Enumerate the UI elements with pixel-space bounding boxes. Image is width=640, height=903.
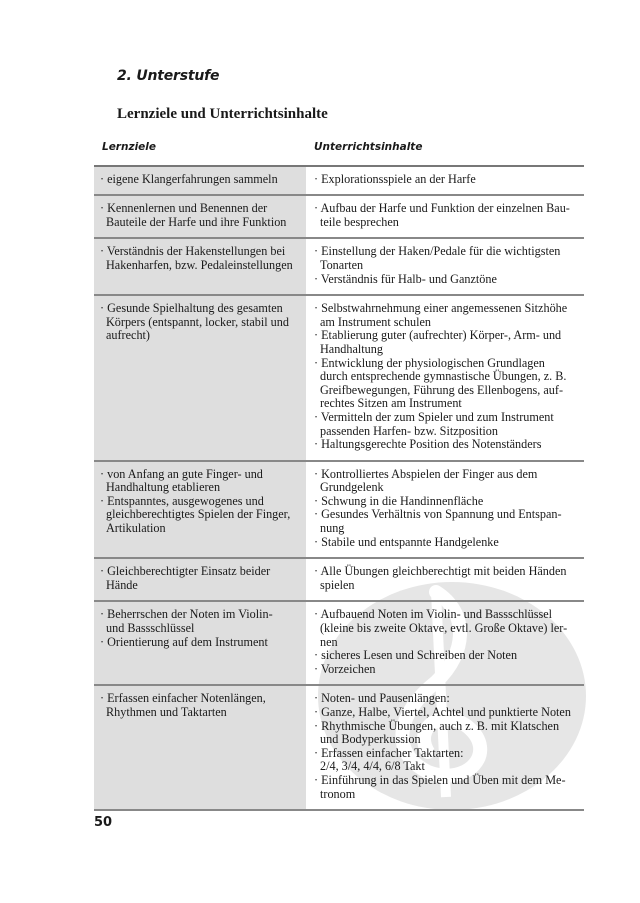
list-item-line [314, 747, 578, 761]
bullet: · [314, 507, 322, 522]
list-item-text: Entwicklung der physiologischen Grundlagen [321, 355, 545, 370]
list-item-text: von Anfang an gute Finger- und [107, 466, 263, 481]
list-item-text: teile besprechen [320, 214, 399, 229]
list-item-line [314, 425, 578, 439]
list-item-line [100, 706, 300, 720]
unterrichtsinhalte-cell [306, 295, 584, 461]
table-row [94, 558, 584, 601]
list-item-text: 2/4, 3/4, 4/4, 6/8 Takt [320, 759, 425, 774]
list-item-text: Erfassen einfacher Taktarten: [321, 745, 464, 760]
list-item-line [314, 774, 578, 788]
table-row [94, 461, 584, 559]
bullet: · [314, 648, 322, 663]
unterrichtsinhalte-cell [306, 166, 584, 196]
list-item-line [314, 302, 578, 316]
list-item-line [314, 579, 578, 593]
section-title: 2. Unterstufe [117, 68, 220, 84]
list-item-line [314, 508, 578, 522]
list-item-text: Haltungsgerechte Position des Notenständers [321, 437, 542, 452]
bullet: · [100, 171, 108, 186]
bullet: · [314, 564, 321, 579]
column-header-unterrichtsinhalte: Unterrichtsinhalte [306, 134, 584, 166]
list-item-text: Alle Übungen gleichberechtigt mit beiden Händen [320, 564, 567, 579]
list-item-text: sicheres Lesen und Schreiben der Noten [321, 648, 518, 663]
list-item-text: Kontrolliertes Abspielen der Finger aus dem [321, 466, 538, 481]
list-item-text: Noten- und Pausenlängen: [321, 691, 450, 706]
list-item-line [314, 216, 578, 230]
list-item-line [100, 565, 300, 579]
list-item-text: Hände [106, 577, 138, 592]
bullet: · [100, 466, 108, 481]
bullet: · [314, 745, 322, 760]
list-item-text: Selbstwahrnehmung einer angemessenen Sitzhöhe [321, 301, 568, 316]
list-item-text: aufrecht) [106, 328, 150, 343]
bullet: · [314, 661, 321, 676]
bullet: · [314, 409, 321, 424]
list-item-text: (kleine bis zweite Oktave, evtl. Große Oktave) ler- [320, 621, 568, 636]
bullet: · [100, 301, 108, 316]
list-item-line [314, 468, 578, 482]
list-item-line [314, 173, 578, 187]
list-item-text: am Instrument schulen [320, 314, 432, 329]
list-item-line [314, 733, 578, 747]
list-item-text: Rhythmische Übungen, auch z. B. mit Klatschen [321, 718, 560, 733]
list-item-line [314, 202, 578, 216]
list-item-text: passenden Harfen- bzw. Sitzposition [320, 423, 498, 438]
list-item-text: nung [320, 521, 345, 536]
list-item-text: Tonarten [320, 257, 364, 272]
bullet: · [314, 466, 322, 481]
list-item-text: Körpers (entspannt, locker, stabil und [106, 314, 289, 329]
bullet: · [100, 244, 107, 259]
list-item-text: Schwung in die Handinnenfläche [321, 493, 484, 508]
bullet: · [314, 171, 322, 186]
list-item-line [100, 302, 300, 316]
list-item-line [100, 608, 300, 622]
list-item-line [100, 202, 300, 216]
bullet: · [314, 718, 322, 733]
list-item-text: und Bodyperkussion [320, 732, 421, 747]
lernziele-cell [94, 295, 306, 461]
page-number: 50 [94, 815, 113, 830]
list-item-text: Handhaltung etablieren [106, 480, 221, 495]
list-item-text: Verständnis der Hakenstellungen bei [106, 244, 286, 259]
bullet: · [314, 328, 322, 343]
bullet: · [100, 564, 108, 579]
curriculum-table [94, 134, 584, 811]
list-item-text: Artikulation [106, 521, 166, 536]
list-item-text: spielen [320, 577, 355, 592]
bullet: · [314, 691, 322, 706]
list-item-line [314, 692, 578, 706]
list-item-line [314, 536, 578, 550]
list-item-line [314, 760, 578, 774]
list-item-line [100, 692, 300, 706]
bullet: · [314, 437, 322, 452]
bullet: · [314, 607, 321, 622]
list-item-line [314, 357, 578, 371]
list-item-line [314, 411, 578, 425]
lernziele-cell [94, 558, 306, 601]
list-item-text: Orientierung auf dem Instrument [107, 634, 268, 649]
bullet: · [314, 355, 322, 370]
list-item-text: Etablierung guter (aufrechter) Körper-, Arm- und [321, 328, 562, 343]
list-item-text: Kennenlernen und Benennen der [107, 201, 268, 216]
table-row [94, 166, 584, 196]
list-item-line [314, 245, 578, 259]
list-item-text: Gesundes Verhältnis von Spannung und Entspan- [321, 507, 562, 522]
list-item-line [314, 788, 578, 802]
list-item-text: Explorationsspiele an der Harfe [321, 171, 476, 186]
list-item-text: Vermitteln der zum Spieler und zum Instrument [320, 409, 554, 424]
list-item-line [100, 245, 300, 259]
list-item-line [314, 649, 578, 663]
list-item-text: und Bassschlüssel [106, 621, 195, 636]
list-item-line [314, 316, 578, 330]
list-item-text: nen [320, 634, 338, 649]
bullet: · [100, 201, 108, 216]
unterrichtsinhalte-cell [306, 238, 584, 295]
list-item-text: Gesunde Spielhaltung des gesamten [107, 301, 283, 316]
lernziele-cell [94, 238, 306, 295]
bullet: · [100, 607, 108, 622]
list-item-text: durch entsprechende gymnastische Übungen, z. B. [320, 369, 567, 384]
list-item-line [314, 343, 578, 357]
list-item-text: Verständnis für Halb- und Ganztöne [320, 271, 497, 286]
list-item-text: Entspanntes, ausgewogenes und [107, 493, 264, 508]
lernziele-cell [94, 195, 306, 238]
column-header-lernziele: Lernziele [94, 134, 306, 166]
list-item-line [100, 622, 300, 636]
list-item-line [314, 636, 578, 650]
bullet: · [100, 634, 108, 649]
list-item-line [314, 259, 578, 273]
list-item-line [314, 397, 578, 411]
lernziele-cell [94, 685, 306, 810]
list-item-text: Einstellung der Haken/Pedale für die wichtigsten [321, 244, 561, 259]
lernziele-cell [94, 166, 306, 196]
list-item-line [100, 495, 300, 509]
list-item-text: Vorzeichen [320, 661, 376, 676]
list-item-line [100, 481, 300, 495]
list-item-line [100, 579, 300, 593]
bullet: · [314, 271, 321, 286]
list-item-line [314, 481, 578, 495]
list-item-line [314, 273, 578, 287]
bullet: · [314, 201, 321, 216]
list-item-text: Gleichberechtigter Einsatz beider [107, 564, 271, 579]
bullet: · [100, 493, 108, 508]
unterrichtsinhalte-cell [306, 601, 584, 685]
lernziele-cell [94, 461, 306, 559]
table-header-row [94, 134, 584, 166]
bullet: · [314, 772, 322, 787]
list-item-text: Ganze, Halbe, Viertel, Achtel und punktierte Noten [321, 705, 571, 719]
list-item-text: Aufbau der Harfe und Funktion der einzelnen Bau- [320, 201, 570, 216]
bullet: · [314, 244, 322, 259]
list-item-text: Greifbewegungen, Führung des Ellenbogens, auf- [320, 382, 564, 397]
list-item-text: Aufbauend Noten im Violin- und Bassschlüssel [320, 607, 553, 622]
list-item-text: Grundgelenk [320, 480, 384, 495]
list-item-line [100, 508, 300, 522]
lernziele-cell [94, 601, 306, 685]
list-item-line [314, 522, 578, 536]
list-item-text: Handhaltung [320, 341, 383, 356]
list-item-line [314, 384, 578, 398]
bullet: · [100, 691, 108, 706]
list-item-line [100, 636, 300, 650]
list-item-text: Rhythmen und Taktarten [106, 705, 227, 719]
bullet: · [314, 534, 322, 549]
list-item-text: gleichberechtigtes Spielen der Finger, [106, 507, 291, 522]
table-row [94, 195, 584, 238]
unterrichtsinhalte-cell [306, 461, 584, 559]
list-item-text: Bauteile der Harfe und ihre Funktion [106, 214, 287, 229]
bullet: · [314, 301, 322, 316]
list-item-line [314, 565, 578, 579]
bullet: · [314, 705, 322, 719]
list-item-text: tronom [320, 786, 356, 801]
list-item-line [100, 173, 300, 187]
table-row [94, 295, 584, 461]
list-item-text: eigene Klangerfahrungen sammeln [107, 171, 278, 186]
list-item-line [100, 216, 300, 230]
list-item-line [314, 706, 578, 720]
list-item-line [100, 329, 300, 343]
list-item-text: Stabile und entspannte Handgelenke [321, 534, 499, 549]
bullet: · [314, 493, 322, 508]
list-item-line [100, 468, 300, 482]
list-item-line [314, 370, 578, 384]
list-item-line [314, 438, 578, 452]
list-item-line [100, 259, 300, 273]
list-item-line [314, 663, 578, 677]
list-item-text: Beherrschen der Noten im Violin- [107, 607, 273, 622]
list-item-text: Einführung in das Spielen und Üben mit dem Me- [321, 772, 566, 787]
unterrichtsinhalte-cell [306, 195, 584, 238]
list-item-line [314, 608, 578, 622]
list-item-line [314, 495, 578, 509]
list-item-line [314, 329, 578, 343]
table-row [94, 238, 584, 295]
list-item-text: Hakenharfen, bzw. Pedaleinstellungen [106, 257, 293, 272]
list-item-text: rechtes Sitzen am Instrument [320, 396, 462, 411]
list-item-text: Erfassen einfacher Notenlängen, [107, 691, 266, 706]
unterrichtsinhalte-cell [306, 558, 584, 601]
list-item-line [100, 316, 300, 330]
table-row [94, 601, 584, 685]
list-item-line [314, 720, 578, 734]
list-item-line [314, 622, 578, 636]
list-item-line [100, 522, 300, 536]
unterrichtsinhalte-cell [306, 685, 584, 810]
table-row [94, 685, 584, 810]
table-title: Lernziele und Unterrichtsinhalte [117, 106, 328, 122]
